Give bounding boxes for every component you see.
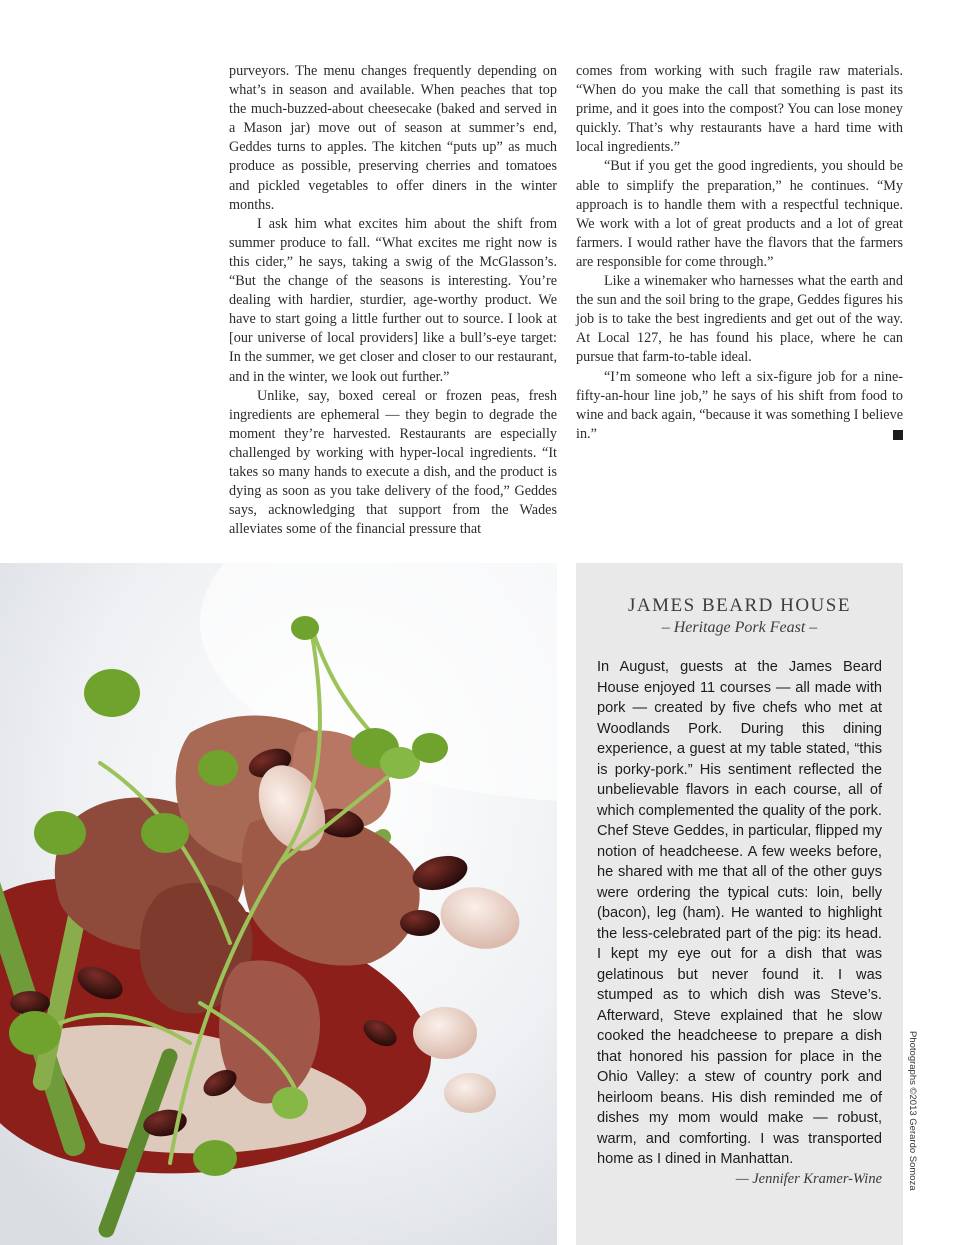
photo-credit: Photographs ©2013 Gerardo Somoza [907,1031,918,1191]
article-column-right [576,62,903,444]
paragraph: I ask him what excites him about the shift from summer produce to fall. “What excites me right now is this cider,” he says, taking a swig of the McGlasson’s. “But the change of the seasons is interesting. You’re dealing with hardier, sturdier, age-worthy product. We have to start going a little further out to source. I look at [our universe of local providers] like a bull’s-eye target: In the summer, we get closer and closer to our restaurant, and in the winter, we look out further.” [229,215,557,385]
paragraph: Unlike, say, boxed cereal or frozen peas, fresh ingredients are ephemeral — they begin to degrade the moment they’re harvested. Restaurants are especially challenged by working with hyper-local ingredients. “It takes so many hands to execute a dish, and the product is dying as soon as you take delivery of the food,” Geddes says, acknowledging that support from the Wades alleviates some of the financial pressure that [229,387,557,538]
sidebar-title: JAMES BEARD HOUSE [628,595,851,616]
paragraph: purveyors. The menu changes frequently depending on what’s in season and available. When peaches that top the much-buzzed-about cheesecake (baked and served in a Mason jar) move out of season at summer’s end, Geddes turns to apples. The kitchen “puts up” as much produce as possible, preserving cherries and tomatoes and pickled vegetables to offer diners in the winter months. [229,63,557,213]
paragraph: Like a winemaker who harnesses what the earth and the sun and the soil bring to the grape, Geddes figures his job is to take the best ingredients and get out of the way. At Local 127, he has found his place, where he can pursue that farm-to-table ideal. [576,273,903,366]
end-mark-icon [893,430,903,440]
pork-and-beans-dish-illustration [0,563,557,1245]
paragraph-final [576,368,903,444]
sidebar-subtitle: – Heritage Pork Feast – [661,619,818,636]
food-photo [0,563,557,1245]
sidebar-body: In August, guests at the James Beard House enjoyed 11 courses — all made with pork — created by five chefs who met at Woodlands Pork. During this dining experience, a guest at my table stated, “this is porky-pork.” His sentiment reflected the unbelievable flavors in each course, all of which complemented the quality of the pork. Chef Steve Geddes, in particular, flipped my notion of headcheese. A few weeks before, he shared with me that all of the other guys were ordering the typical cuts: loin, belly (bacon), leg (ham). He wanted to highlight the less-celebrated part of the pig: its head. I kept my eye out for a dish that was gelatinous but never found it. I was stumped as to which dish was Steve’s. Afterward, Steve explained that he slow cooked the headcheese to prepare a dish that honored his passion for place in the Ohio Valley: a stew of country pork and heirloom beans. His dish reminded me of dishes my mom would make — robust, warm, and comforting. I was transported home as I dined in Manhattan. [597,659,882,1167]
sidebar-box [576,563,903,1245]
paragraph: comes from working with such fragile raw materials. “When do you make the call that something is past its prime, and it goes into the compost? You can lose money quickly. That’s why restaurants have a hard time with local ingredients.” [576,63,903,156]
sidebar-author: — Jennifer Kramer-Wine [735,1171,882,1187]
article-column-left [229,62,557,539]
paragraph: “But if you get the good ingredients, you should be able to simplify the preparation,” he continues. “My approach is to handle them with a respectful technique. We work with a lot of great products and a lot of great farmers. I would rather have the flavors that the farmers are responsible for come through.” [576,158,903,270]
paragraph-text: “I’m someone who left a six-figure job for a nine-fifty-an-hour line job,” he says of his shift from food to wine and back again, “because it was something I believe in.” [576,368,903,442]
